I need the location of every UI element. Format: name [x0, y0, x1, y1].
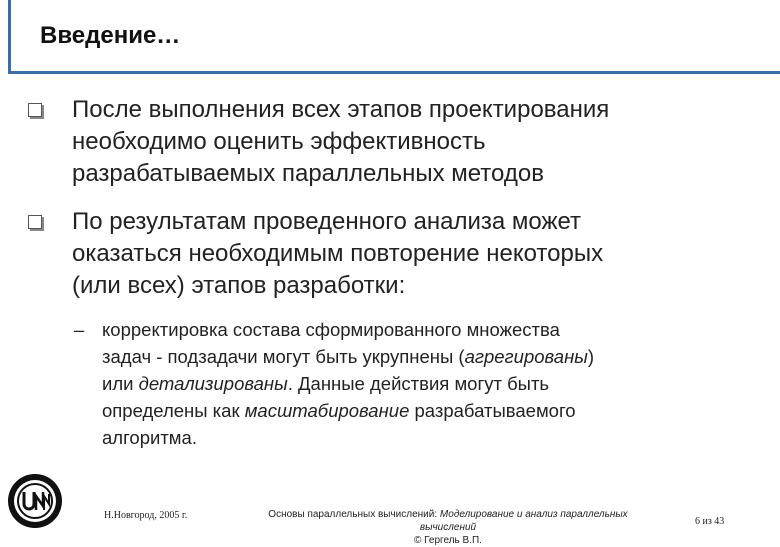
footer-center-a: Основы параллельных вычислений:	[268, 509, 440, 520]
checkbox-bullet-icon	[28, 103, 42, 117]
sub-line-3	[102, 370, 549, 397]
sub-line-4-b: разрабатываемого	[409, 400, 576, 421]
sub-line-2-a: задач - подзадачи могут быть укрупнены (	[102, 346, 465, 367]
footer-page-number: 6 из 43	[695, 516, 725, 527]
footer-center-line-3: © Гергель В.П.	[414, 535, 482, 546]
checkbox-bullet-icon	[28, 215, 42, 229]
sub-line-4-italic: масштабирование	[244, 400, 410, 421]
footer-center-italic: Моделирование и анализ параллельных вычислений	[419, 509, 628, 533]
sub-line-1	[102, 316, 560, 343]
sub-line-2-italic: агрегированы	[464, 346, 588, 367]
bullet-1-line-2: необходимо оценить эффективность	[72, 128, 486, 155]
sub-line-2-b: )	[587, 346, 595, 367]
bullet-2-line-2: оказаться необходимым повторение некоторых	[72, 240, 604, 267]
sub-line-5: алгоритма.	[102, 427, 197, 448]
footer-center	[258, 508, 638, 547]
bullet-2-line-1: По результатам проведенного анализа может	[72, 208, 582, 235]
sub-line-3-italic: детализированы	[138, 373, 288, 394]
sub-line-4-a: определены как	[102, 400, 245, 421]
slide-title: Введение…	[40, 22, 181, 49]
sub-line-3-b: . Данные действия могут быть	[287, 373, 550, 394]
bullet-1-line-3: разрабатываемых параллельных методов	[72, 160, 544, 187]
sub-line-3-a: или	[102, 373, 139, 394]
sub-line-4	[102, 397, 576, 424]
dash-bullet: –	[74, 319, 85, 340]
sub-line-2	[102, 343, 594, 370]
unn-logo-icon	[6, 472, 64, 530]
sub-line-1-text: корректировка состава сформированного множества	[102, 319, 560, 340]
footer-left: Н.Новгород, 2005 г.	[104, 510, 188, 521]
bullet-2-line-3: (или всех) этапов разработки:	[72, 272, 406, 299]
bullet-1-line-1: После выполнения всех этапов проектирования	[72, 96, 610, 123]
